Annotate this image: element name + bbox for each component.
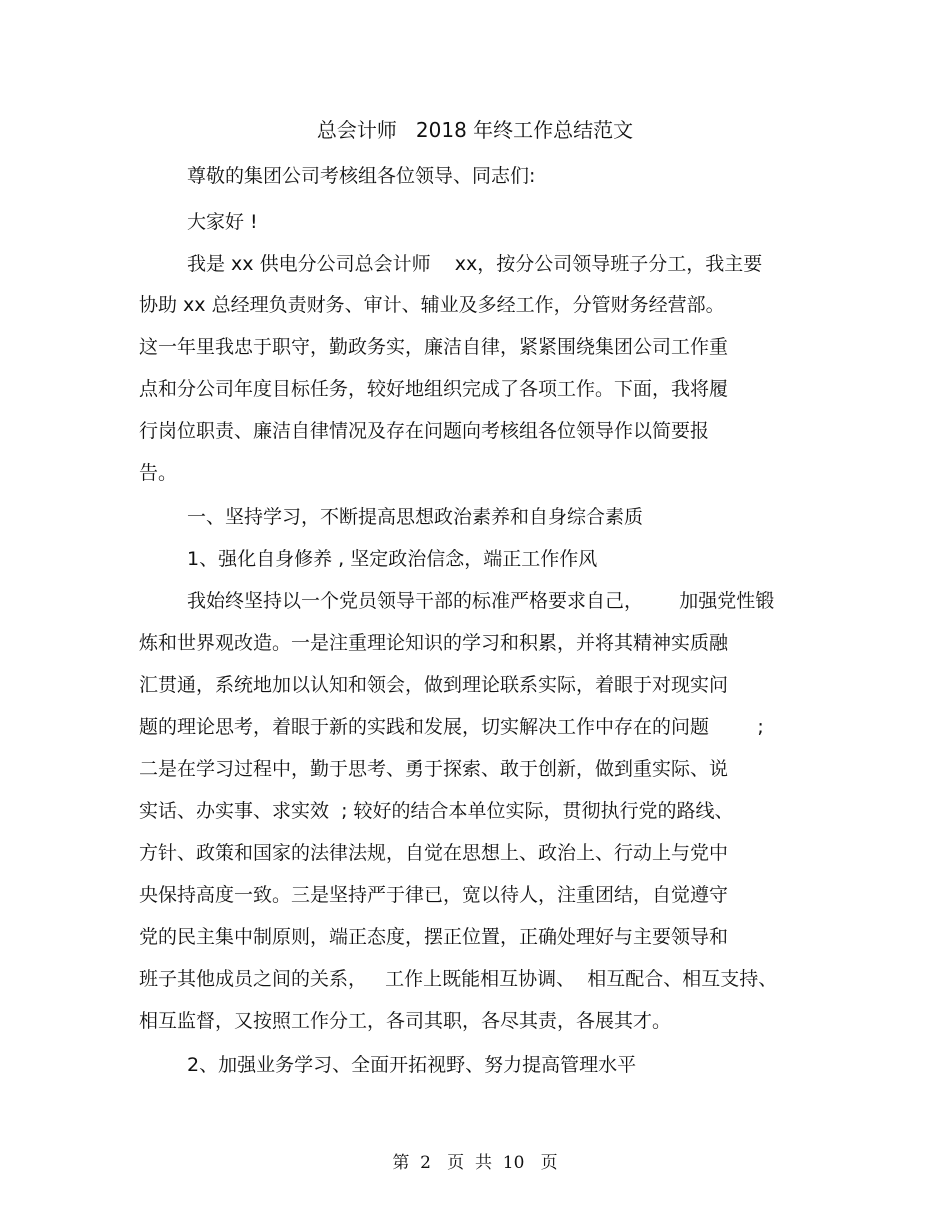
paragraph-line: 我是 xx 供电分公司总会计师 xx，按分公司领导班子分工，我主要 — [187, 253, 763, 275]
subsection-heading: 2、加强业务学习、全面开拓视野、努力提高管理水平 — [187, 1054, 637, 1076]
subsection-heading: 1、强化自身修养 , 坚定政治信念，端正工作作风 — [187, 548, 598, 570]
paragraph-line: 行岗位职责、廉洁自律情况及存在问题向考核组各位领导作以简要报 — [139, 420, 710, 442]
paragraph-line: 实话、办实事、求实效 ; 较好的结合本单位实际，贯彻执行党的路线、 — [139, 800, 734, 822]
paragraph-line-greeting: 尊敬的集团公司考核组各位领导、同志们: — [187, 165, 536, 187]
paragraph-line: 这一年里我忠于职守，勤政务实，廉洁自律，紧紧围绕集团公司工作重 — [139, 336, 729, 358]
document-title: 总会计师 2018 年终工作总结范文 — [316, 118, 634, 142]
paragraph-line: 方针、政策和国家的法律法规，自觉在思想上、政治上、行动上与党中 — [139, 842, 729, 864]
paragraph-line: 告。 — [139, 462, 178, 484]
paragraph-line: 汇贯通，系统地加以认知和领会，做到理论联系实际，着眼于对现实问 — [139, 674, 729, 696]
paragraph-line-hello: 大家好 ! — [187, 211, 258, 233]
paragraph-line: 央保持高度一致。三是坚持严于律已，宽以待人，注重团结，自觉遵守 — [139, 884, 729, 906]
paragraph-line: 炼和世界观改造。一是注重理论知识的学习和积累，并将其精神实质融 — [139, 632, 729, 654]
paragraph-line: 我始终坚持以一个党员领导干部的标准严格要求自己， 加强党性锻 — [187, 590, 775, 612]
paragraph-line: 二是在学习过程中，勤于思考、勇于探索、敢于创新，做到重实际、说 — [139, 758, 729, 780]
section-heading: 一、坚持学习，不断提高思想政治素养和自身综合素质 — [187, 506, 644, 528]
paragraph-line: 相互监督，又按照工作分工，各司其职，各尽其责，各展其才。 — [139, 1010, 672, 1032]
paragraph-line: 党的民主集中制原则，端正态度，摆正位置，正确处理好与主要领导和 — [139, 926, 729, 948]
paragraph-line: 点和分公司年度目标任务，较好地组织完成了各项工作。下面，我将履 — [139, 378, 729, 400]
paragraph-line: 协助 xx 总经理负责财务、审计、辅业及多经工作，分管财务经营部。 — [139, 294, 725, 316]
page-number: 第 2 页 共 10 页 — [392, 1153, 558, 1173]
paragraph-line: 题的理论思考，着眼于新的实践和发展，切实解决工作中存在的问题 ; — [139, 716, 764, 738]
paragraph-line: 班子其他成员之间的关系， 工作上既能相互协调、 相互配合、相互支持、 — [139, 968, 778, 990]
